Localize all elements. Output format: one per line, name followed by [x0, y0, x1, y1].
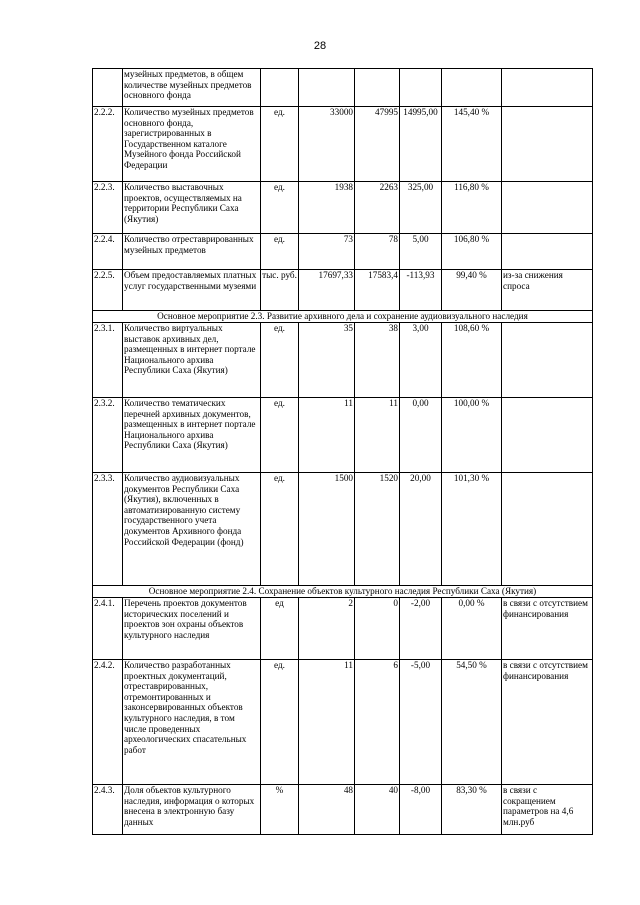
table-row: [93, 398, 593, 473]
table-body: [93, 69, 593, 835]
plan-value: 2: [299, 598, 355, 660]
note-cell: в связи с отсутствием финансирования: [502, 598, 593, 660]
fact-value: 78: [355, 234, 400, 270]
indicator-name: Количество разработанных проектных документаций, отреставрированных, отремонтированных и законсервированных объектов культурного наследия, в том числе проведенных археологических спасательных работ: [123, 660, 261, 785]
indicator-code: 2.2.4.: [93, 234, 123, 270]
unit-cell: [261, 69, 299, 107]
table-row: [93, 323, 593, 398]
unit-cell: ед: [261, 598, 299, 660]
plan-value: 33000: [299, 107, 355, 182]
fact-value: [355, 69, 400, 107]
fact-value: 0: [355, 598, 400, 660]
deviation-value: 325,00: [400, 182, 442, 234]
indicator-code: 2.2.3.: [93, 182, 123, 234]
section-header-row: [93, 311, 593, 323]
indicator-name: Доля объектов культурного наследия, информация о которых внесена в электронную базу данных: [123, 785, 261, 835]
deviation-value: 5,00: [400, 234, 442, 270]
table-row: [93, 598, 593, 660]
table-row: [93, 660, 593, 785]
plan-value: 17697,33: [299, 270, 355, 311]
note-cell: [502, 182, 593, 234]
plan-value: 48: [299, 785, 355, 835]
deviation-value: -113,93: [400, 270, 442, 311]
indicator-code: 2.2.5.: [93, 270, 123, 311]
percent-value: 83,30 %: [442, 785, 502, 835]
note-cell: [502, 323, 593, 398]
plan-value: 11: [299, 398, 355, 473]
table-row: [93, 270, 593, 311]
unit-cell: тыс. руб.: [261, 270, 299, 311]
note-cell: в связи с сокращением параметров на 4,6 млн.руб: [502, 785, 593, 835]
deviation-value: -5,00: [400, 660, 442, 785]
plan-value: 1500: [299, 473, 355, 586]
indicator-name: Количество виртуальных выставок архивных дел, размещенных в интернет портале Национального архива Республики Саха (Якутия): [123, 323, 261, 398]
indicator-code: 2.4.3.: [93, 785, 123, 835]
percent-value: 54,50 %: [442, 660, 502, 785]
plan-value: 11: [299, 660, 355, 785]
indicator-name: Перечень проектов документов исторических поселений и проектов зон охраны объектов культурного наследия: [123, 598, 261, 660]
deviation-value: 20,00: [400, 473, 442, 586]
deviation-value: -8,00: [400, 785, 442, 835]
indicator-code: 2.3.3.: [93, 473, 123, 586]
note-cell: [502, 107, 593, 182]
unit-cell: ед.: [261, 107, 299, 182]
indicator-code: [93, 69, 123, 107]
indicator-code: 2.3.2.: [93, 398, 123, 473]
plan-value: 73: [299, 234, 355, 270]
table-row: [93, 107, 593, 182]
percent-value: [442, 69, 502, 107]
indicators-table: [92, 68, 593, 835]
indicator-name: Количество выставочных проектов, осуществляемых на территории Республики Саха (Якутия): [123, 182, 261, 234]
table-row: [93, 182, 593, 234]
fact-value: 38: [355, 323, 400, 398]
deviation-value: [400, 69, 442, 107]
note-cell: из-за снижения спроса: [502, 270, 593, 311]
table-row: [93, 473, 593, 586]
fact-value: 11: [355, 398, 400, 473]
indicator-name: Объем предоставляемых платных услуг государственными музеями: [123, 270, 261, 311]
plan-value: 1938: [299, 182, 355, 234]
percent-value: 101,30 %: [442, 473, 502, 586]
table-row: [93, 234, 593, 270]
percent-value: 145,40 %: [442, 107, 502, 182]
table-row: [93, 785, 593, 835]
indicator-name: Количество аудиовизуальных документов Республики Саха (Якутия), включенных в автоматизированную систему государственного учета документов Архивного фонда Российской Федерации (фонд): [123, 473, 261, 586]
unit-cell: ед.: [261, 323, 299, 398]
unit-cell: %: [261, 785, 299, 835]
note-cell: [502, 69, 593, 107]
indicator-code: 2.2.2.: [93, 107, 123, 182]
deviation-value: 0,00: [400, 398, 442, 473]
deviation-value: 3,00: [400, 323, 442, 398]
indicator-name: Количество тематических перечней архивных документов, размещенных в интернет портале Национального архива Республики Саха (Якутия): [123, 398, 261, 473]
deviation-value: 14995,00: [400, 107, 442, 182]
fact-value: 2263: [355, 182, 400, 234]
unit-cell: ед.: [261, 473, 299, 586]
unit-cell: ед.: [261, 234, 299, 270]
note-cell: в связи с отсутствием финансирования: [502, 660, 593, 785]
percent-value: 116,80 %: [442, 182, 502, 234]
fact-value: 17583,4: [355, 270, 400, 311]
plan-value: 35: [299, 323, 355, 398]
table-row: [93, 69, 593, 107]
unit-cell: ед.: [261, 182, 299, 234]
plan-value: [299, 69, 355, 107]
percent-value: 100,00 %: [442, 398, 502, 473]
page-number: 28: [313, 40, 327, 52]
fact-value: 6: [355, 660, 400, 785]
note-cell: [502, 398, 593, 473]
percent-value: 99,40 %: [442, 270, 502, 311]
note-cell: [502, 234, 593, 270]
section-title: Основное мероприятие 2.3. Развитие архивного дела и сохранение аудиовизуального наследия: [93, 311, 593, 323]
note-cell: [502, 473, 593, 586]
unit-cell: ед.: [261, 660, 299, 785]
percent-value: 0,00 %: [442, 598, 502, 660]
indicator-code: 2.4.2.: [93, 660, 123, 785]
section-title: Основное мероприятие 2.4. Сохранение объектов культурного наследия Республики Саха (Якутия): [93, 586, 593, 598]
section-header-row: [93, 586, 593, 598]
unit-cell: ед.: [261, 398, 299, 473]
indicator-name: музейных предметов, в общем количестве музейных предметов основного фонда: [123, 69, 261, 107]
fact-value: 40: [355, 785, 400, 835]
indicator-code: 2.3.1.: [93, 323, 123, 398]
fact-value: 1520: [355, 473, 400, 586]
fact-value: 47995: [355, 107, 400, 182]
percent-value: 108,60 %: [442, 323, 502, 398]
indicator-name: Количество музейных предметов основного фонда, зарегистрированных в Государственном каталоге Музейного фонда Российской Федерации: [123, 107, 261, 182]
deviation-value: -2,00: [400, 598, 442, 660]
indicator-code: 2.4.1.: [93, 598, 123, 660]
percent-value: 106,80 %: [442, 234, 502, 270]
indicator-name: Количество отреставрированных музейных предметов: [123, 234, 261, 270]
